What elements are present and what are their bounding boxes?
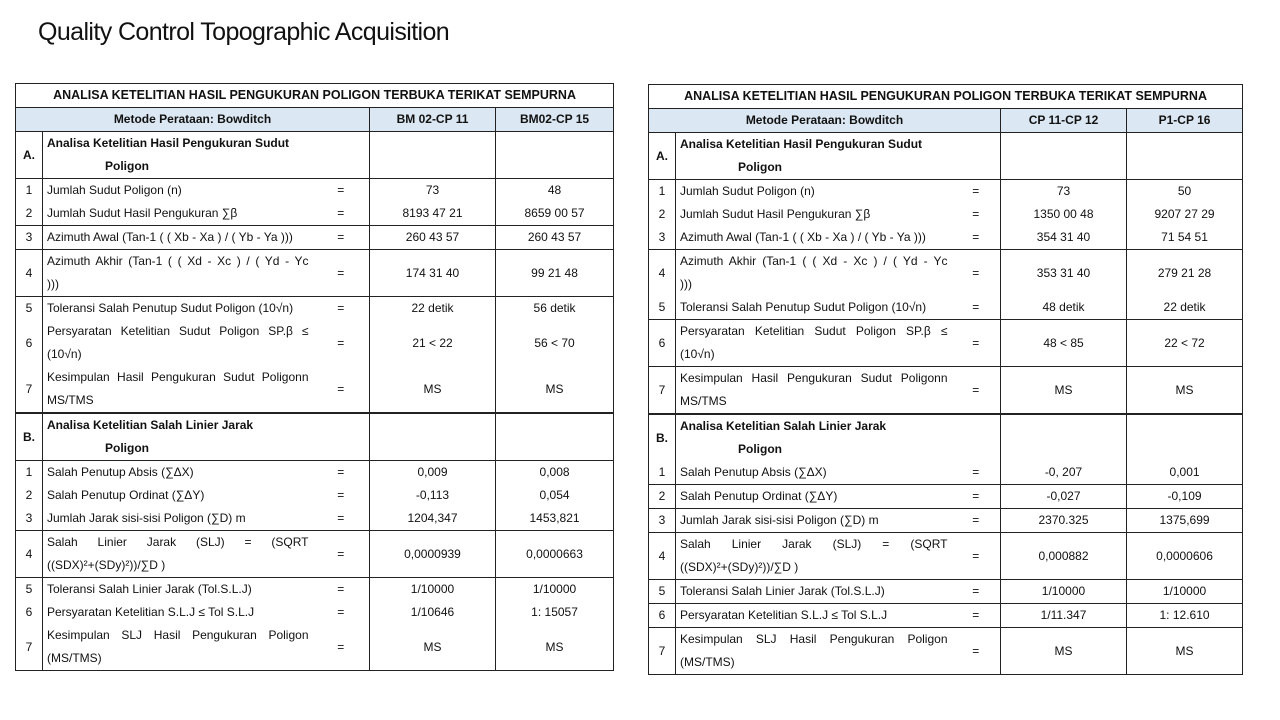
section-blank-2: [1127, 415, 1243, 462]
row-description: Jumlah Sudut Hasil Pengukuran ∑β: [680, 207, 871, 221]
section-letter: B.: [649, 415, 676, 462]
table-title-row: [16, 84, 614, 108]
equals-sign: =: [952, 250, 1001, 297]
equals-sign: =: [313, 179, 370, 203]
value-col1: MS: [1001, 367, 1127, 414]
value-col2: 0,001: [1127, 461, 1243, 485]
data-row: [16, 484, 614, 507]
equals-sign: =: [952, 485, 1001, 509]
table-left: [15, 83, 614, 671]
data-row: [16, 507, 614, 531]
value-col1: 1/10000: [1001, 580, 1127, 604]
row-description-line1: Salah Linier Jarak (SLJ) = (SQRT: [680, 537, 948, 551]
data-row: [649, 320, 1243, 367]
row-number: 1: [16, 461, 43, 485]
section-heading-line1: Analisa Ketelitian Salah Linier Jarak: [680, 419, 887, 433]
row-description-line2: (MS/TMS): [47, 651, 102, 665]
value-col1: 260 43 57: [370, 226, 496, 250]
row-number: 6: [649, 320, 676, 367]
section-header-row: [16, 414, 614, 461]
value-col2: 279 21 28: [1127, 250, 1243, 297]
col-header-2: BM02-CP 15: [496, 108, 614, 132]
row-description-line2: ))): [47, 277, 59, 291]
section-letter: A.: [649, 133, 676, 180]
value-col1: -0, 207: [1001, 461, 1127, 485]
header-row: [16, 108, 614, 132]
value-col1: 1/11.347: [1001, 604, 1127, 628]
row-description: Jumlah Jarak sisi-sisi Poligon (∑D) m: [47, 511, 246, 525]
value-col1: 353 31 40: [1001, 250, 1127, 297]
value-col2: 22 < 72: [1127, 320, 1243, 367]
row-description: [43, 250, 313, 297]
row-number: 5: [16, 297, 43, 321]
row-number: 7: [16, 624, 43, 671]
row-description: [43, 624, 313, 671]
row-description-line2: MS/TMS: [47, 393, 94, 407]
data-row: [16, 461, 614, 485]
value-col2: 1: 12.610: [1127, 604, 1243, 628]
row-description: Toleransi Salah Penutup Sudut Poligon (10√n): [680, 300, 927, 314]
row-number: 2: [649, 203, 676, 226]
data-row: [649, 226, 1243, 250]
data-row: [649, 509, 1243, 533]
row-number: 4: [16, 250, 43, 297]
row-description: [43, 320, 313, 366]
row-description-line1: Kesimpulan Hasil Pengukuran Sudut Poligonn: [680, 371, 948, 385]
row-description: Jumlah Jarak sisi-sisi Poligon (∑D) m: [676, 509, 952, 533]
value-col1: 73: [370, 179, 496, 203]
value-col1: 0,009: [370, 461, 496, 485]
data-row: [16, 531, 614, 578]
section-heading: [43, 132, 370, 179]
equals-sign: =: [972, 230, 980, 244]
value-col2: 8659 00 57: [496, 202, 614, 226]
row-description: Persyaratan Ketelitian S.L.J ≤ Tol S.L.J: [47, 605, 255, 619]
data-row: [649, 296, 1243, 320]
row-description: [676, 533, 952, 580]
value-col1: 48 detik: [1001, 296, 1127, 320]
value-col2: 1375,699: [1127, 509, 1243, 533]
col-header-1: BM 02-CP 11: [370, 108, 496, 132]
section-header-row: [16, 132, 614, 179]
page-title: Quality Control Topographic Acquisition: [38, 18, 450, 46]
section-heading-line2: Poligon: [105, 159, 149, 173]
data-row: [649, 628, 1243, 675]
row-description-line2: MS/TMS: [680, 394, 727, 408]
section-letter: A.: [16, 132, 43, 179]
value-col2: -0,109: [1127, 485, 1243, 509]
table-right: [648, 84, 1243, 675]
equals-sign: =: [313, 531, 370, 578]
value-col2: MS: [496, 624, 614, 671]
equals-sign: =: [337, 605, 345, 619]
value-col1: 48 < 85: [1001, 320, 1127, 367]
row-description: [43, 531, 313, 578]
section-heading-line1: Analisa Ketelitian Hasil Pengukuran Sudut: [47, 136, 290, 150]
value-col1: 0,000882: [1001, 533, 1127, 580]
row-description: Toleransi Salah Linier Jarak (Tol.S.L.J): [43, 578, 313, 602]
value-col2: 260 43 57: [496, 226, 614, 250]
equals-sign: =: [337, 488, 345, 502]
row-number: 3: [16, 226, 43, 250]
row-number: 5: [16, 578, 43, 602]
row-number: 6: [16, 601, 43, 624]
value-col2: 9207 27 29: [1127, 203, 1243, 226]
section-heading-line2: Poligon: [738, 160, 782, 174]
row-description-line1: Salah Linier Jarak (SLJ) = (SQRT: [47, 535, 309, 549]
section-blank-2: [496, 414, 614, 461]
value-col2: 56 < 70: [496, 320, 614, 366]
row-number: 6: [649, 604, 676, 628]
value-col1: 2370.325: [1001, 509, 1127, 533]
value-col1: -0,027: [1001, 485, 1127, 509]
equals-sign: =: [952, 509, 1001, 533]
equals-sign: =: [313, 578, 370, 602]
value-col2: 1453,821: [496, 507, 614, 531]
row-number: 2: [16, 202, 43, 226]
row-number: 7: [16, 366, 43, 413]
row-number: 3: [16, 507, 43, 531]
row-description: Jumlah Sudut Hasil Pengukuran ∑β: [47, 206, 238, 220]
value-col1: 73: [1001, 180, 1127, 204]
value-col2: 1: 15057: [496, 601, 614, 624]
data-row: [649, 485, 1243, 509]
row-description: [676, 367, 952, 414]
row-description-line2: ))): [680, 277, 692, 291]
section-heading: [676, 133, 1001, 180]
equals-sign: =: [313, 461, 370, 485]
data-row: [16, 297, 614, 321]
data-row: [16, 320, 614, 366]
row-description-line2: (10√n): [680, 347, 715, 361]
equals-sign: =: [337, 639, 345, 654]
value-col1: -0,113: [370, 484, 496, 507]
row-number: 6: [16, 320, 43, 366]
method-header: Metode Perataan: Bowditch: [649, 109, 1001, 133]
row-number: 7: [649, 628, 676, 675]
data-row: [649, 461, 1243, 485]
equals-sign: =: [337, 381, 345, 396]
equals-sign: =: [952, 604, 1001, 628]
data-row: [16, 366, 614, 413]
row-description: Toleransi Salah Penutup Sudut Poligon (10√n): [43, 297, 313, 321]
table-title: ANALISA KETELITIAN HASIL PENGUKURAN POLIGON TERBUKA TERIKAT SEMPURNA: [649, 85, 1243, 109]
table-title: ANALISA KETELITIAN HASIL PENGUKURAN POLIGON TERBUKA TERIKAT SEMPURNA: [16, 84, 614, 108]
row-description: Toleransi Salah Linier Jarak (Tol.S.L.J): [676, 580, 952, 604]
row-number: 5: [649, 296, 676, 320]
row-number: 2: [649, 485, 676, 509]
row-description-line2: (10√n): [47, 347, 82, 361]
value-col2: 22 detik: [1127, 296, 1243, 320]
equals-sign: =: [972, 465, 980, 479]
data-row: [649, 180, 1243, 204]
row-number: 2: [16, 484, 43, 507]
data-row: [649, 580, 1243, 604]
data-row: [16, 202, 614, 226]
section-blank-2: [1127, 133, 1243, 180]
row-description-line1: Kesimpulan SLJ Hasil Pengukuran Poligon: [47, 628, 309, 642]
section-blank-2: [496, 132, 614, 179]
equals-sign: =: [952, 628, 1001, 675]
row-description: Salah Penutup Ordinat (∑ΔY): [676, 485, 952, 509]
row-description: [676, 628, 952, 675]
col-header-2: P1-CP 16: [1127, 109, 1243, 133]
row-number: 3: [649, 226, 676, 250]
equals-sign: =: [952, 320, 1001, 367]
row-description-line1: Azimuth Akhir (Tan-1 ( ( Xd - Xc ) / ( Yd - Yc: [680, 254, 948, 268]
value-col1: MS: [1001, 628, 1127, 675]
row-description: [676, 250, 952, 297]
section-letter: B.: [16, 414, 43, 461]
section-heading-line2: Poligon: [738, 442, 782, 456]
equals-sign: =: [337, 511, 345, 525]
value-col2: 99 21 48: [496, 250, 614, 297]
equals-sign: =: [313, 250, 370, 297]
data-row: [649, 533, 1243, 580]
value-col2: 1/10000: [496, 578, 614, 602]
row-description: Persyaratan Ketelitian S.L.J ≤ Tol S.L.J: [676, 604, 952, 628]
equals-sign: =: [972, 300, 980, 314]
section-heading-line2: Poligon: [105, 441, 149, 455]
row-number: 4: [16, 531, 43, 578]
method-header: Metode Perataan: Bowditch: [16, 108, 370, 132]
row-description-line1: Persyaratan Ketelitian Sudut Poligon SP.β ≤: [680, 324, 948, 338]
row-description-line2: ((SDX)²+(SDy)²))/∑D ): [680, 560, 799, 574]
value-col2: 1/10000: [1127, 580, 1243, 604]
data-row: [16, 226, 614, 250]
value-col2: 0,0000663: [496, 531, 614, 578]
data-row: [649, 604, 1243, 628]
row-description-line1: Kesimpulan SLJ Hasil Pengukuran Poligon: [680, 632, 948, 646]
table-title-row: [649, 85, 1243, 109]
value-col1: 1350 00 48: [1001, 203, 1127, 226]
row-description-line1: Persyaratan Ketelitian Sudut Poligon SP.β ≤: [47, 324, 309, 338]
data-row: [649, 250, 1243, 297]
equals-sign: =: [952, 580, 1001, 604]
row-number: 7: [649, 367, 676, 414]
section-heading: [676, 415, 1001, 462]
row-description: Azimuth Awal (Tan-1 ( ( Xb - Xa ) / ( Yb - Ya ))): [680, 230, 926, 244]
equals-sign: =: [313, 226, 370, 250]
value-col2: 0,008: [496, 461, 614, 485]
section-heading-line1: Analisa Ketelitian Hasil Pengukuran Sudut: [680, 137, 923, 151]
value-col2: MS: [1127, 628, 1243, 675]
row-description: Salah Penutup Absis (∑ΔX): [680, 465, 827, 479]
row-description-line2: (MS/TMS): [680, 655, 735, 669]
value-col2: 48: [496, 179, 614, 203]
equals-sign: =: [972, 207, 980, 221]
value-col1: 0,0000939: [370, 531, 496, 578]
value-col1: 8193 47 21: [370, 202, 496, 226]
section-heading-line1: Analisa Ketelitian Salah Linier Jarak: [47, 418, 254, 432]
value-col1: 1/10000: [370, 578, 496, 602]
row-description: Jumlah Sudut Poligon (n): [43, 179, 313, 203]
row-description-line2: ((SDX)²+(SDy)²))/∑D ): [47, 558, 166, 572]
equals-sign: =: [952, 367, 1001, 414]
row-description-line1: Kesimpulan Hasil Pengukuran Sudut Poligonn: [47, 370, 309, 384]
section-blank-1: [370, 132, 496, 179]
section-header-row: [649, 415, 1243, 462]
equals-sign: =: [337, 206, 345, 220]
data-row: [649, 203, 1243, 226]
value-col1: 174 31 40: [370, 250, 496, 297]
row-number: 5: [649, 580, 676, 604]
value-col2: MS: [496, 366, 614, 413]
row-number: 4: [649, 533, 676, 580]
data-row: [16, 250, 614, 297]
value-col1: MS: [370, 624, 496, 671]
data-row: [649, 367, 1243, 414]
row-number: 1: [16, 179, 43, 203]
row-description: [43, 366, 313, 413]
data-row: [16, 624, 614, 671]
data-row: [16, 179, 614, 203]
row-number: 3: [649, 509, 676, 533]
value-col1: 22 detik: [370, 297, 496, 321]
row-description: Jumlah Sudut Poligon (n): [676, 180, 952, 204]
value-col2: 71 54 51: [1127, 226, 1243, 250]
section-blank-1: [1001, 133, 1127, 180]
col-header-1: CP 11-CP 12: [1001, 109, 1127, 133]
section-header-row: [649, 133, 1243, 180]
section-blank-1: [1001, 415, 1127, 462]
data-row: [16, 578, 614, 602]
row-description-line1: Azimuth Akhir (Tan-1 ( ( Xd - Xc ) / ( Yd - Yc: [47, 254, 309, 268]
value-col2: 0,0000606: [1127, 533, 1243, 580]
equals-sign: =: [337, 335, 345, 350]
value-col1: 354 31 40: [1001, 226, 1127, 250]
value-col2: 50: [1127, 180, 1243, 204]
value-col1: 21 < 22: [370, 320, 496, 366]
row-number: 4: [649, 250, 676, 297]
section-blank-1: [370, 414, 496, 461]
value-col2: 0,054: [496, 484, 614, 507]
header-row: [649, 109, 1243, 133]
row-number: 1: [649, 180, 676, 204]
section-heading: [43, 414, 370, 461]
row-number: 1: [649, 461, 676, 485]
value-col1: 1/10646: [370, 601, 496, 624]
equals-sign: =: [313, 297, 370, 321]
row-description: Salah Penutup Ordinat (∑ΔY): [47, 488, 205, 502]
equals-sign: =: [952, 533, 1001, 580]
value-col1: 1204,347: [370, 507, 496, 531]
value-col2: MS: [1127, 367, 1243, 414]
value-col2: 56 detik: [496, 297, 614, 321]
data-row: [16, 601, 614, 624]
equals-sign: =: [952, 180, 1001, 204]
row-description: Salah Penutup Absis (∑ΔX): [43, 461, 313, 485]
value-col1: MS: [370, 366, 496, 413]
row-description: Azimuth Awal (Tan-1 ( ( Xb - Xa ) / ( Yb - Ya ))): [43, 226, 313, 250]
row-description: [676, 320, 952, 367]
